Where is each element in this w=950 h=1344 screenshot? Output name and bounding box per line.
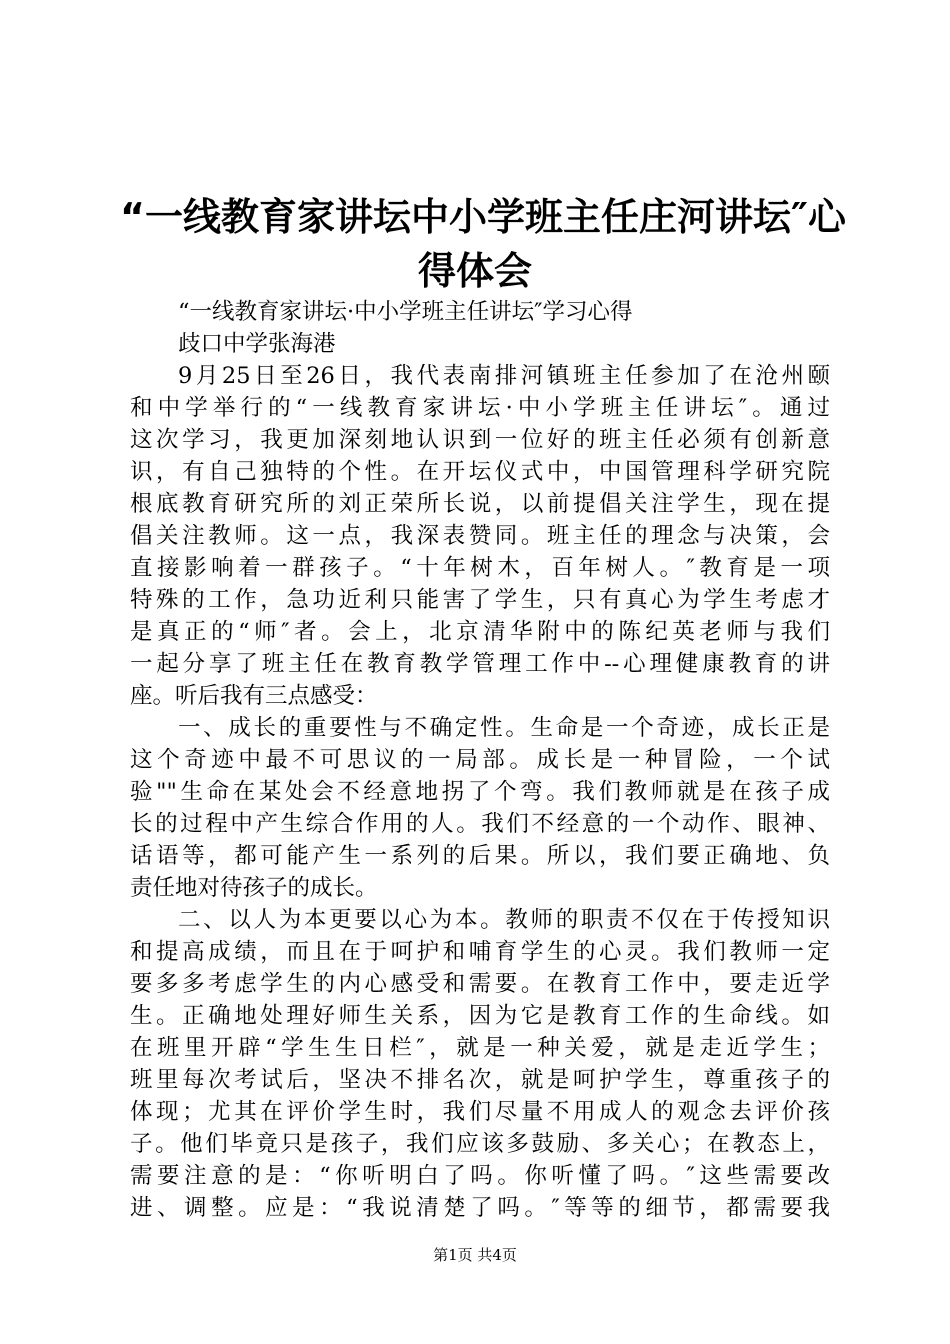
paragraph-line: 要多多考虑学生的内心感受和需要。在教育工作中，要走近学	[130, 971, 830, 997]
paragraph-line: 和提高成绩，而且在于呵护和哺育学生的心灵。我们教师一定	[130, 939, 830, 965]
document-author: 歧口中学张海港	[178, 331, 336, 357]
paragraph-line: 根底教育研究所的刘正荣所长说，以前提倡关注学生，现在提	[130, 491, 830, 517]
paragraph-line: 和中学举行的“一线教育家讲坛·中小学班主任讲坛″。通过	[130, 395, 830, 421]
paragraph-line: 话语等，都可能产生一系列的后果。所以，我们要正确地、负	[130, 843, 830, 869]
paragraph-line: 直接影响着一群孩子。“十年树木，百年树人。″教育是一项	[130, 555, 830, 581]
paragraph-line: 倡关注教师。这一点，我深表赞同。班主任的理念与决策，会	[130, 523, 830, 549]
page-number-footer: 第1页 共4页	[433, 1246, 517, 1264]
document-title-line-1: “一线教育家讲坛中小学班主任庄河讲坛″心	[120, 195, 846, 239]
paragraph-line: 进、调整。应是：“我说清楚了吗。″等等的细节，都需要我	[130, 1195, 830, 1221]
paragraph-line: 一、成长的重要性与不确定性。生命是一个奇迹，成长正是	[178, 715, 830, 741]
document-title-line-2: 得体会	[417, 249, 532, 293]
paragraph-line: 是真正的“师″者。会上，北京清华附中的陈纪英老师与我们	[130, 619, 830, 645]
paragraph-line: 验""生命在某处会不经意地拐了个弯。我们教师就是在孩子成	[130, 779, 830, 805]
paragraph-line: 子。他们毕竟只是孩子，我们应该多鼓励、多关心；在教态上，	[130, 1131, 830, 1157]
paragraph-line: 二、以人为本更要以心为本。教师的职责不仅在于传授知识	[178, 907, 830, 933]
paragraph-line: 这次学习，我更加深刻地认识到一位好的班主任必须有创新意	[130, 427, 830, 453]
document-subtitle: “一线教育家讲坛·中小学班主任讲坛″学习心得	[178, 299, 633, 325]
paragraph-line: 一起分享了班主任在教育教学管理工作中--心理健康教育的讲	[130, 651, 830, 677]
paragraph-line: 体现；尤其在评价学生时，我们尽量不用成人的观念去评价孩	[130, 1099, 830, 1125]
paragraph-line: 这个奇迹中最不可思议的一局部。成长是一种冒险，一个试	[130, 747, 830, 773]
paragraph-line: 特殊的工作，急功近利只能害了学生，只有真心为学生考虑才	[130, 587, 830, 613]
paragraph-line: 座。听后我有三点感受：	[130, 683, 378, 709]
paragraph-line: 长的过程中产生综合作用的人。我们不经意的一个动作、眼神、	[130, 811, 830, 837]
paragraph-line: 9月25日至26日，我代表南排河镇班主任参加了在沧州颐	[178, 363, 830, 389]
paragraph-line: 生。正确地处理好师生关系，因为它是教育工作的生命线。如	[130, 1003, 830, 1029]
paragraph-line: 在班里开辟“学生生日栏″，就是一种关爱，就是走近学生；	[130, 1035, 830, 1061]
paragraph-line: 责任地对待孩子的成长。	[130, 875, 378, 901]
paragraph-line: 需要注意的是：“你听明白了吗。你听懂了吗。″这些需要改	[130, 1163, 830, 1189]
paragraph-line: 班里每次考试后，坚决不排名次，就是呵护学生，尊重孩子的	[130, 1067, 830, 1093]
paragraph-line: 识，有自己独特的个性。在开坛仪式中，中国管理科学研究院	[130, 459, 830, 485]
